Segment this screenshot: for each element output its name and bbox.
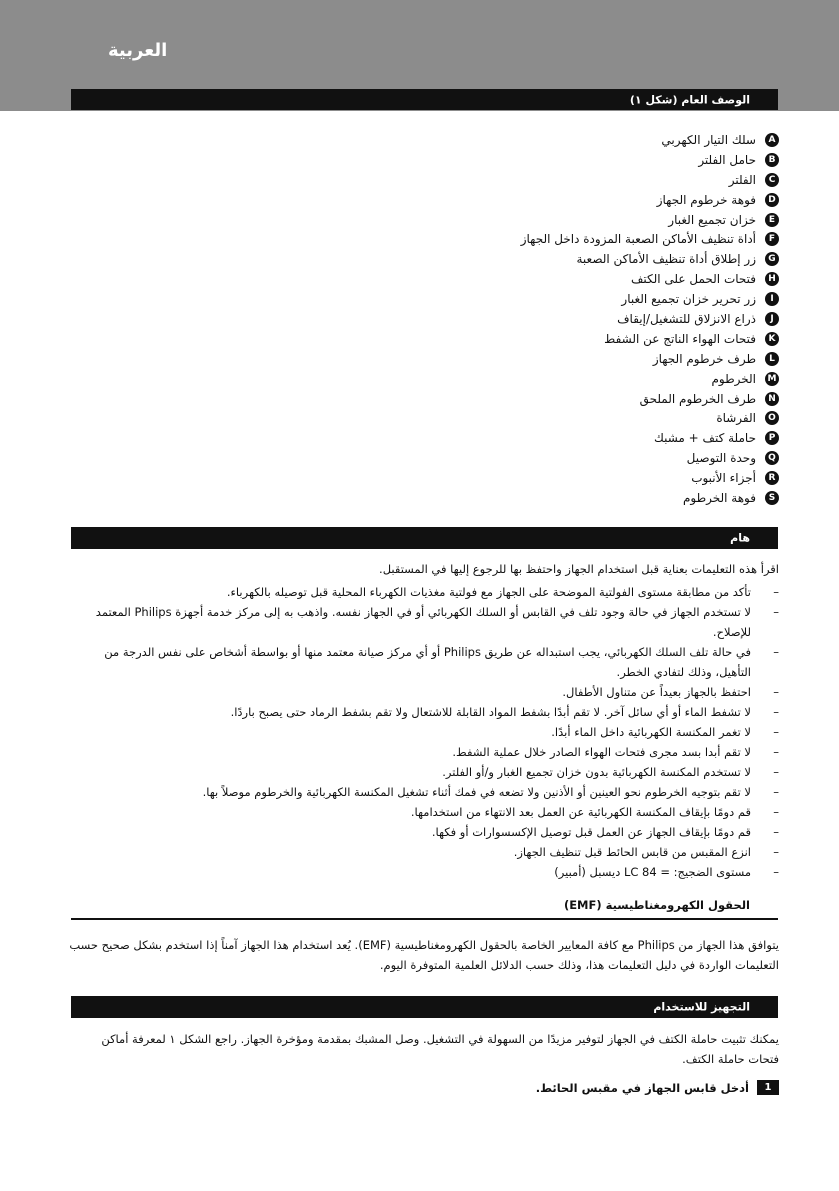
emf-paragraph: يتوافق هذا الجهاز من Philips مع كافة المعايير الخاصة بالحقول الكهرومغناطيسية (EMF). يُعد استخدام هذا الجهاز آمناً إذا استخدم بشكل صحيح حسب التعليمات الواردة في دليل التعليمات هذا، وذلك حسب الدلائل العلمية المتوفرة اليوم. [69, 938, 779, 972]
part-letter-badge: A [765, 133, 779, 147]
part-item [279, 210, 779, 230]
parts-list [279, 130, 779, 508]
step-1 [536, 1080, 779, 1095]
part-letter-badge: G [765, 252, 779, 266]
section-header-prep [71, 996, 778, 1018]
part-letter-badge: O [765, 411, 779, 425]
part-item [279, 269, 779, 289]
part-item [279, 249, 779, 269]
divider [71, 918, 778, 920]
part-label: فتحات الهواء الناتج عن الشفط [604, 331, 756, 346]
part-label: حامل الفلتر [698, 152, 756, 167]
step-text: أدخل قابس الجهاز في مقبس الحائط. [535, 1080, 749, 1095]
important-list [74, 582, 779, 882]
warning-item: – لا تشفط الماء أو أي سائل آخر. لا تقم أبدًا بشفط المواد القابلة للاشتعال ولا تقم بشفط الرماد حتى يصبح باردًا. [74, 702, 779, 722]
part-item [279, 309, 779, 329]
step-number: 1 [757, 1080, 779, 1095]
part-label: زر تحرير خزان تجميع الغبار [621, 292, 756, 307]
part-letter-badge: M [765, 372, 779, 386]
warning-item: – احتفظ بالجهاز بعيداً عن متناول الأطفال. [74, 682, 779, 702]
part-letter-badge: Q [765, 451, 779, 465]
warning-item: – في حالة تلف السلك الكهربائي، يجب استبداله عن طريق Philips أو أي مركز صيانة معتمد منها أو بواسطة أشخاص على نفس الدرجة من التأهيل، وذلك لتفادي الخطر. [74, 642, 779, 682]
part-label: أداة تنظيف الأماكن الصعبة المزودة داخل الجهاز [520, 232, 756, 247]
part-item [279, 289, 779, 309]
part-label: الخرطوم [711, 371, 756, 386]
warning-item: – مستوى الضجيج: = LC 84 ديسبل (أمبير) [74, 862, 779, 882]
warning-item: – لا تستخدم الجهاز في حالة وجود تلف في القابس أو السلك الكهربائي أو في الجهاز نفسه. واذهب به إلى مركز خدمة أجهزة Philips المعتمد للإصلاح. [74, 602, 779, 642]
warning-item: – انزع المقبس من قابس الحائط قبل تنظيف الجهاز. [74, 842, 779, 862]
warning-item: – لا تستخدم المكنسة الكهربائية بدون خزان تجميع الغبار و/أو الفلتر. [74, 762, 779, 782]
part-letter-badge: I [765, 292, 779, 306]
section-header-overview [71, 89, 778, 110]
part-label: زر إطلاق أداة تنظيف الأماكن الصعبة [576, 252, 756, 267]
language-title: العربية [108, 40, 168, 61]
part-label: فوهة الخرطوم [682, 490, 756, 505]
part-item [279, 389, 779, 409]
part-letter-badge: P [765, 431, 779, 445]
part-item [279, 468, 779, 488]
part-label: فتحات الحمل على الكتف [630, 272, 756, 287]
part-label: طرف خرطوم الجهاز [652, 351, 756, 366]
part-letter-badge: K [765, 332, 779, 346]
part-label: الفرشاة [716, 411, 756, 426]
part-label: ذراع الانزلاق للتشغيل/إيقاف [617, 311, 756, 326]
section-title-emf: الحقول الكهرومغناطيسية (EMF) [563, 898, 750, 912]
part-letter-badge: L [765, 352, 779, 366]
part-letter-badge: F [765, 232, 779, 246]
part-item [279, 329, 779, 349]
part-item [279, 150, 779, 170]
section-title-overview: الوصف العام (شكل ١) [629, 93, 750, 106]
important-intro: اقرأ هذه التعليمات بعناية قبل استخدام الجهاز واحتفظ بها للرجوع إليها في المستقبل. [379, 562, 779, 576]
warning-item: – لا تقم أبدا بسد مجرى فتحات الهواء الصادر خلال عملية الشفط. [74, 742, 779, 762]
part-label: أجزاء الأنبوب [691, 471, 756, 486]
part-letter-badge: E [765, 213, 779, 227]
prep-paragraph: يمكنك تثبيت حاملة الكتف في الجهاز لتوفير مزيدًا من السهولة في التشغيل. وصل المشبك بمقدمة ومؤخرة الجهاز. راجع الشكل ١ لمعرفة أماكن فتحات حاملة الكتف. [101, 1032, 779, 1066]
part-letter-badge: S [765, 491, 779, 505]
part-item [279, 190, 779, 210]
part-item [279, 130, 779, 150]
part-letter-badge: C [765, 173, 779, 187]
part-label: سلك التيار الكهربي [661, 132, 756, 147]
warning-item: – قم دومًا بإيقاف المكنسة الكهربائية عن العمل بعد الانتهاء من استخدامها. [74, 802, 779, 822]
part-label: خزان تجميع الغبار [668, 212, 756, 227]
part-letter-badge: R [765, 471, 779, 485]
part-item [279, 369, 779, 389]
part-label: حاملة كتف + مشبك [653, 431, 756, 446]
part-letter-badge: H [765, 272, 779, 286]
part-label: طرف الخرطوم الملحق [639, 391, 756, 406]
part-label: الفلتر [728, 172, 756, 187]
part-item [279, 488, 779, 508]
part-label: وحدة التوصيل [686, 451, 756, 466]
part-item [279, 349, 779, 369]
part-letter-badge: D [765, 193, 779, 207]
part-item [279, 448, 779, 468]
warning-item: – تأكد من مطابقة مستوى الفولتية الموضحة على الجهاز مع فولتية مغذيات الكهرباء المحلية قبل توصيله بالكهرباء. [74, 582, 779, 602]
part-letter-badge: B [765, 153, 779, 167]
part-letter-badge: J [765, 312, 779, 326]
warning-item: – لا تغمر المكنسة الكهربائية داخل الماء أبدًا. [74, 722, 779, 742]
part-item [279, 229, 779, 249]
warning-item: – لا تقم بتوجيه الخرطوم نحو العينين أو الأذنين ولا تضعه في فمك أثناء تشغيل المكنسة الكهربائية والخرطوم موصلاً بها. [74, 782, 779, 802]
part-letter-badge: N [765, 392, 779, 406]
warning-item: – قم دومًا بإيقاف الجهاز عن العمل قبل توصيل الإكسسوارات أو فكها. [74, 822, 779, 842]
section-title-important: هام [730, 531, 750, 545]
section-title-prep: التجهيز للاستخدام [653, 1000, 750, 1014]
part-label: فوهة خرطوم الجهاز [656, 192, 756, 207]
section-header-important [71, 527, 778, 549]
part-item [279, 170, 779, 190]
part-item [279, 408, 779, 428]
part-item [279, 428, 779, 448]
